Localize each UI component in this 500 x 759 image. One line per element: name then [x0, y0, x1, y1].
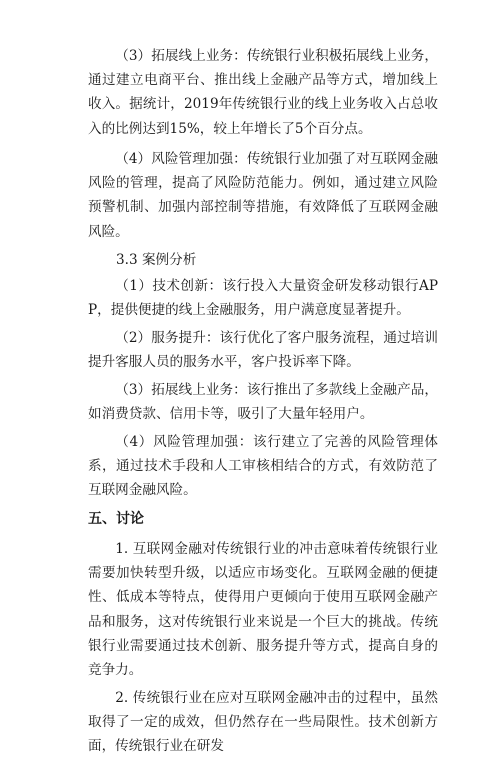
- section-heading-discussion: 五、讨论: [88, 511, 144, 527]
- case-item-service-improvement: （2）服务提升：该行优化了客户服务流程，通过培训提升客服人员的服务水平，客户投诉率下降。: [88, 330, 438, 371]
- section-heading-case-analysis: 3.3 案例分析: [116, 252, 197, 268]
- case-item-tech-innovation: （1）技术创新：该行投入大量资金研发移动银行APP，提供便捷的线上金融服务，用户满意度显著提升。: [88, 278, 438, 319]
- paragraph-online-expansion: （3）拓展线上业务：传统银行业积极拓展线上业务，通过建立电商平台、推出线上金融产品等方式，增加线上收入。据统计，2019年传统银行业的线上业务收入占总收入的比例达到15%，较上年增长了5个百分点。: [88, 48, 438, 137]
- discussion-item-1: 1. 互联网金融对传统银行业的冲击意味着传统银行业需要加快转型升级，以适应市场变化。互联网金融的便捷性、低成本等特点，使得用户更倾向于使用互联网金融产品和服务，这对传统银行业来说是一个巨大的挑战。传统银行业需要通过技术创新、服务提升等方式，提高自身的竞争力。: [88, 541, 438, 679]
- case-item-risk-management: （4）风险管理加强：该行建立了完善的风险管理体系，通过技术手段和人工审核相结合的方式，有效防范了互联网金融风险。: [88, 434, 438, 499]
- discussion-item-2: 2. 传统银行业在应对互联网金融冲击的过程中，虽然取得了一定的成效，但仍然存在一些局限性。技术创新方面，传统银行业在研发: [88, 690, 438, 755]
- paragraph-risk-management: （4）风险管理加强：传统银行业加强了对互联网金融风险的管理，提高了风险防范能力。例如，通过建立风险预警机制、加强内部控制等措施，有效降低了互联网金融风险。: [88, 151, 438, 240]
- case-item-online-business: （3）拓展线上业务：该行推出了多款线上金融产品，如消费贷款、信用卡等，吸引了大量年轻用户。: [88, 382, 438, 423]
